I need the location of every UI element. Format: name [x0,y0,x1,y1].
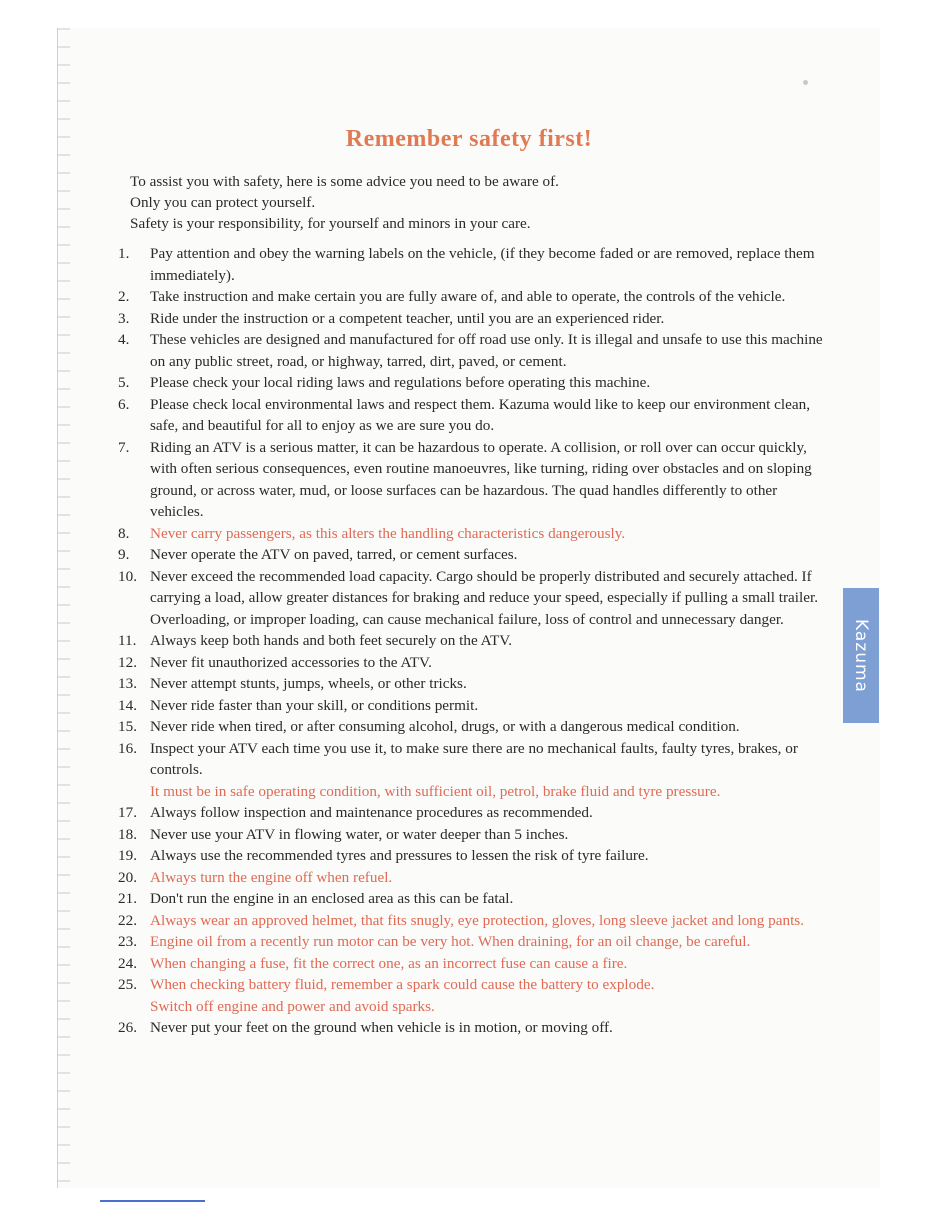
rule-item [118,845,828,867]
rule-item [118,329,828,372]
rule-item [118,243,828,286]
rule-item [118,372,828,394]
rule-number: 4. [118,331,130,348]
rule-text: Never exceed the recommended load capacity. Cargo should be properly distributed and securely attached. If carrying a load, allow greater distances for braking and reduce your speed, especially if pulling a small trailer. Overloading, or improper loading, can cause mechanical failure, loss of control and unnecessary danger. [150,567,818,628]
binding-holes [58,28,70,1188]
rule-item-warning [118,953,828,975]
scan-speck [803,80,808,85]
rule-item [118,652,828,674]
rule-item [118,566,828,631]
rule-text: These vehicles are designed and manufactured for off road use only. It is illegal and unsafe to use this machine on any public street, road, or highway, tarred, dirt, paved, or cement. [150,331,823,370]
kazuma-side-tab [843,588,879,723]
rule-item-warning [118,910,828,932]
rule-text: Please check your local riding laws and regulations before operating this machine. [150,374,651,391]
rule-item [118,673,828,695]
rule-item [118,544,828,566]
rule-number: 8. [118,524,130,542]
rule-text: Always keep both hands and both feet securely on the ATV. [150,632,513,649]
rule-number: 11. [118,632,137,649]
rule-item [118,286,828,308]
rule-text: Always turn the engine off when refuel. [150,868,393,886]
rule-number: 10. [118,567,137,585]
rule-number: 15. [118,718,137,735]
rule-text: When changing a fuse, fit the correct one, as an incorrect fuse can cause a fire. [150,954,628,972]
rule-number: 14. [118,696,137,714]
rule-text: Never use your ATV in flowing water, or water deeper than 5 inches. [150,825,569,843]
rule-number: 23. [118,933,137,950]
rule-item [118,824,828,846]
rule-text: When checking battery fluid, remember a spark could cause the battery to explode. [150,976,655,993]
rule-item [118,1017,828,1039]
rule-number: 17. [118,804,137,821]
rule-text: Engine oil from a recently run motor can be very hot. When draining, for an oil change, be careful. [150,933,751,950]
rule-number: 20. [118,868,137,886]
intro-text [130,171,830,234]
intro-line: Only you can protect yourself. [130,194,316,211]
rule-number: 5. [118,374,130,391]
rule-text: Never operate the ATV on paved, tarred, or cement surfaces. [150,546,518,563]
rule-text: Never put your feet on the ground when vehicle is in motion, or moving off. [150,1019,613,1036]
rule-number: 3. [118,309,130,327]
rule-text: Never ride when tired, or after consuming alcohol, drugs, or with a dangerous medical condition. [150,718,740,735]
rule-item [118,394,828,437]
rule-number: 13. [118,675,137,692]
rule-item [118,437,828,523]
rule-number: 18. [118,825,137,843]
rule-item-warning [118,867,828,889]
rule-number: 7. [118,438,130,456]
rule-item-warning [118,974,828,1017]
rule-text: Please check local environmental laws and respect them. Kazuma would like to keep our environment clean, safe, and beautiful for all to enjoy as we are sure you do. [150,395,810,434]
rule-number: 9. [118,546,130,563]
rule-number: 26. [118,1019,137,1036]
rule-item [118,716,828,738]
rule-text: Never carry passengers, as this alters the handling characteristics dangerously. [150,524,626,542]
rule-item-warning [118,931,828,953]
rule-text: Never ride faster than your skill, or conditions permit. [150,696,479,714]
rule-number: 22. [118,911,137,929]
rule-number: 25. [118,976,137,993]
rule-item [118,802,828,824]
intro-line: To assist you with safety, here is some advice you need to be aware of. [130,173,559,190]
rule-text: Always follow inspection and maintenance procedures as recommended. [150,804,593,821]
rule-item [118,308,828,330]
rule-text: Riding an ATV is a serious matter, it can be hazardous to operate. A collision, or roll over can occur quickly, with often serious consequences, even routine manoeuvres, like turning, riding over obstacles and on sloping ground, or across water, mud, or loose surfaces can be hazardous. The quad handles differently to other vehicles. [150,438,812,520]
rule-subnote: Switch off engine and power and avoid sparks. [150,997,435,1015]
rule-item [118,630,828,652]
rule-item-warning [118,523,828,545]
rule-text: Always use the recommended tyres and pressures to lessen the risk of tyre failure. [150,847,649,864]
rule-text: Never fit unauthorized accessories to the ATV. [150,653,432,671]
rule-number: 19. [118,847,137,864]
footer-underline [100,1200,205,1202]
intro-line: Safety is your responsibility, for yourself and minors in your care. [130,215,531,232]
rule-item [118,738,828,803]
rule-text: Ride under the instruction or a competent teacher, until you are an experienced rider. [150,309,665,327]
page-title: Remember safety first! [345,126,593,152]
rule-text: Take instruction and make certain you are fully aware of, and able to operate, the controls of the vehicle. [150,288,786,305]
rule-item [118,695,828,717]
document-page [57,28,880,1188]
rule-text: Inspect your ATV each time you use it, to make sure there are no mechanical faults, faulty tyres, brakes, or controls. [150,739,798,778]
rule-item [118,888,828,910]
side-tab-label: Kazuma [851,618,872,693]
rule-number: 1. [118,245,130,262]
rule-text: Never attempt stunts, jumps, wheels, or other tricks. [150,675,467,692]
rule-number: 21. [118,890,137,907]
rule-number: 24. [118,954,137,972]
rule-number: 16. [118,739,137,757]
safety-rules-list [118,243,828,1039]
rule-text: Always wear an approved helmet, that fits snugly, eye protection, gloves, long sleeve jacket and long pants. [150,911,805,929]
rule-number: 12. [118,653,137,671]
rule-text: Pay attention and obey the warning labels on the vehicle, (if they become faded or are removed, replace them immediately). [150,245,815,284]
rule-text: Don't run the engine in an enclosed area as this can be fatal. [150,890,514,907]
rule-subnote-warning: It must be in safe operating condition, with sufficient oil, petrol, brake fluid and tyre pressure. [150,782,721,800]
rule-number: 6. [118,395,130,413]
rule-number: 2. [118,288,130,305]
